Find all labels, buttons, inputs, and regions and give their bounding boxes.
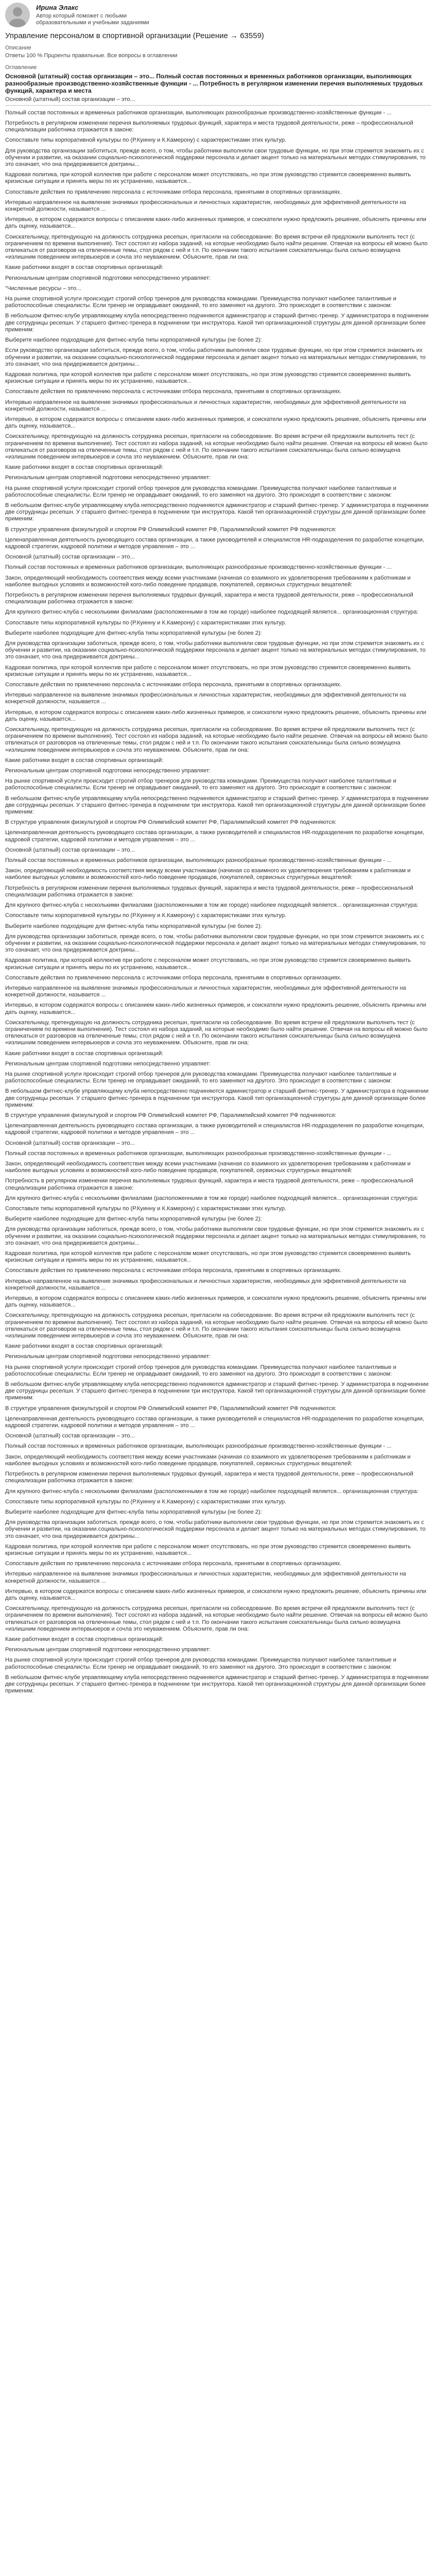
toc-label: Оглавление — [5, 64, 37, 71]
question-item: Целенаправленная деятельность руководящего состава организации, а также руководителей и специалистов HR-подразделения по разработке концепции, кадровой стратегии, кадровой политики и методов управления – это ... — [5, 829, 425, 843]
question-item: Сопоставьте типы корпоративной культуры по (Р.Куинну и К.Камерону) с характеристиками этих культур. — [5, 619, 287, 626]
question-item: Для руководства организации заботиться, прежде всего, о том, чтобы работники выполняли свои трудовые функции, но при этом стремится знакомить их с обучении и развитии, на оказании социально-психологической поддержки персонала и делает акцент только на материальных методах стимулирования, то это означает, что она придерживается доктрины... — [5, 147, 426, 168]
question-item: Для руководства организации заботиться, прежде всего, о том, чтобы работники выполняли свои трудовые функции, но при этом стремится знакомить их с обучении и развитии, на оказании социально-психологической поддержки персонала и делает акцент только на материальных методах стимулирования, то это означает, что она придерживается доктрины... — [5, 640, 426, 660]
toc-headline: Основной (штатный) состав организации – это... Полный состав постоянных и временных работников организации, выполняющих разнообразные производственно-хозяйственные функции - ... Потребность в регулярном изменении перечня выполняемых трудовых функций, характера и места — [5, 72, 423, 94]
question-item: Закон, определяющий необходимость соответствия между всеми участниками (начиная со взаимного их удовлетворения требованиям к работникам и наиболее выгодных условиях и возможностей кого-либо поведение продавцов, покупателей, сервисных структурных вещателей: — [5, 868, 411, 881]
question-item: Кадровая политика, при которой коллектив при работе с персоналом может отсутствовать, но при этом руководство стремится своевременно выявить кризисные ситуации и принять меры по их устранению, называется... — [5, 371, 411, 385]
question-item: Закон, определяющий необходимость соответствия между всеми участниками (начиная со взаимного их удовлетворения требованиям к работникам и наиболее выгодных условиях и возможностей кого-либо поведение продавцов, покупателей, сервисных структурных вещателей: — [5, 574, 411, 588]
question-item: В небольшом фитнес-клубе управляющему клуба непосредственно подчиняются администратор и старший фитнес-тренер. У администратора в подчинении две сотрудницы ресепшн. У старшего фитнес-тренера в подчинении три инструктора. Какой тип организационной структуры для данной организации более применим: — [5, 795, 429, 816]
question-item: "Численные ресурсы – это... — [5, 285, 81, 292]
question-item: Кадровая политика, при которой коллектив при работе с персоналом может отсутствовать, но при этом руководство стремится своевременно выявить кризисные ситуации и принять меры по их устранению, называется... — [5, 172, 411, 185]
question-item: Закон, определяющий необходимость соответствия между всеми участниками (начиная со взаимного их удовлетворения требованиям к работникам и наиболее выгодных условиях и возможностей кого-либо поведение продавцов, покупателей, сервисных структурных вещателей: — [5, 1453, 411, 1467]
question-item: Выберите наиболее подходящие для фитнес-клуба типы корпоративной культуры (не более 2): — [5, 337, 262, 344]
author-block — [5, 3, 431, 27]
question-item: Интервью, в котором содержатся вопросы с описанием каких-либо жизненных примеров, и соискатели нужно предложить решение, объяснить причины или дать оценку, называется... — [5, 1295, 427, 1309]
question-item: Выберите наиболее подходящие для фитнес-клуба типы корпоративной культуры (не более 2): — [5, 923, 262, 929]
question-item: Интервью, в котором содержатся вопросы с описанием каких-либо жизненных примеров, и соискатели нужно предложить решение, объяснить причины или дать оценку, называется... — [5, 1002, 427, 1015]
question-item: Для крупного фитнес-клуба с несколькими филиалами (расположенными в том же городе) наиболее подходящей является... организационная структура: — [5, 902, 418, 909]
question-item: В небольшом фитнес-клубе управляющему клуба непосредственно подчиняются администратор и старший фитнес-тренер. У администратора в подчинении две сотрудницы ресепшн. У старшего фитнес-тренера в подчинении три инструктора. Какой тип организационной структуры для данной организации более применим: — [5, 1381, 429, 1401]
author-info — [36, 3, 154, 26]
divider — [5, 105, 431, 106]
question-item: На рынке спортивной услуги происходит строгий отбор тренеров для руководства командами. Преимущества получают наиболее талантливые и работоспособные специалисты. Если тренер не оправдывает ожиданий, то его заменяют на другого. Это происходит в соответствии с законом: — [5, 296, 396, 309]
question-item: На рынке спортивной услуги происходит строгий отбор тренеров для руководства командами. Преимущества получают наиболее талантливые и работоспособные специалисты. Если тренер не оправдывает ожиданий, то его заменяют на другого. Это происходит в соответствии с законом: — [5, 1364, 396, 1377]
question-item: Выберите наиболее подходящие для фитнес-клуба типы корпоративной культуры (не более 2): — [5, 1216, 262, 1223]
question-item: Если руководство организации заботиться, прежде всего, о том, чтобы работники выполняли свои трудовые функции, но при этом стремится знакомить их обучении и развитии, на оказании социально-психологической поддержки персонала и делает акцент только на материальных методах стимулирования, то это означает, что она придерживается доктрины... — [5, 347, 426, 367]
question-item: Соискательницу, претендующую на должность сотрудника ресепшн, пригласили на собеседование. Во время встречи ей предложили выполнить тест (с ограничением по времени выполнения). Тест состоял из набора заданий, на которые необходимо было найти решение. Отвечая на вопросы ей можно было отвлекаться от разговоров на отвлеченные темы, стол рядом с ней и т.п. По окончании такого испытания соискательницы была сильно возмущена «излишним поведением интервьюеров и сочла это неуважением. Объясните, прав ли она: — [5, 1312, 428, 1340]
question-item: Какие работники входят в состав спортивных организаций: — [5, 1343, 164, 1350]
question-item: Основной (штатный) состав организации – это... — [5, 554, 135, 561]
question-item: В структуре управления физкультурой и спортом РФ Олимпийский комитет РФ, Паралимпийский комитет РФ подчиняются: — [5, 819, 337, 826]
question-item: Интервью направленное на выявление значимых профессиональных и личностных характеристик, необходимых для эффективной деятельности на конкретной должности, называется ... — [5, 692, 406, 705]
question-item: Региональным центрам спортивной подготовки непосредственно управляет: — [5, 1353, 211, 1360]
question-item: Целенаправленная деятельность руководящего состава организации, а также руководителей и специалистов HR-подразделения по разработке концепции, кадровой стратегии, кадровой политики и методов управления – это ... — [5, 1415, 425, 1429]
question-item: Кадровая политика, при которой коллектив при работе с персоналом может отсутствовать, но при этом руководство стремится своевременно выявить кризисные ситуации и принять меры по их устранению, называется... — [5, 957, 411, 971]
question-item: В небольшом фитнес-клубе управляющему клуба непосредственно подчиняются администратор и старший фитнес-тренер. У администратора в подчинении две сотрудницы ресепшн. У старшего фитнес-тренера в подчинении три инструктора. Какой тип организационной структуры для данной организации более применим: — [5, 313, 429, 333]
question-item: Какие работники входят в состав спортивных организаций: — [5, 757, 164, 764]
question-item: В структуре управления физкультурой и спортом РФ Олимпийский комитет РФ, Паралимпийский комитет РФ подчиняются: — [5, 1112, 337, 1118]
question-item: Соискательницу, претендующую на должность сотрудника ресепшн, пригласили на собеседование. Во время встречи ей предложили выполнить тест (с ограничением по времени выполнения). Тест состоял из набора заданий, на которые необходимо было найти решение. Отвечая на вопросы ей можно было отвлекаться от разговоров на отвлеченные темы, стол рядом с ней и т.п. По окончании такого испытания соискательницы была сильно возмущена «излишним поведением интервьюеров и сочла это неуважением. Объясните, прав ли она: — [5, 233, 428, 261]
question-item: Интервью, в котором содержатся вопросы с описанием каких-либо жизненных примеров, и соискатели нужно предложить решение, объяснить причины или дать оценку, называется... — [5, 216, 427, 230]
question-item: Для руководства организации заботиться, прежде всего, о том, чтобы работники выполняли свои трудовые функции, но при этом стремится знакомить их с обучении и развитии, на оказании социально-психологической поддержки персонала и делает акцент только на материальных методах стимулирования, то это означает, что она придерживается доктрины... — [5, 933, 426, 954]
question-item: Для крупного фитнес-клуба с несколькими филиалами (расположенными в том же городе) наиболее подходящей является... организационная структура: — [5, 609, 418, 616]
question-item: Для крупного фитнес-клуба с несколькими филиалами (расположенными в том же городе) наиболее подходящей является... организационная структура: — [5, 1488, 418, 1495]
question-item: Целенаправленная деятельность руководящего состава организации, а также руководителей и специалистов HR-подразделения по разработке концепции, кадровой стратегии, кадровой политики и методов управления – это ... — [5, 1123, 425, 1136]
question-item: Сопоставьте действия по привлечению персонала с источниками отбора персонала, принятыми в спортивных организациях. — [5, 1267, 342, 1274]
question-item: Потребность в регулярном изменении перечня выполняемых трудовых функций, характера и места трудовой деятельности, реже – профессиональной специализации работника отражается в законе: — [5, 1471, 413, 1484]
question-item: Соискательницу, претендующую на должность сотрудника ресепшн, пригласили на собеседование. Во время встречи ей предложили выполнить тест (с ограничением по времени выполнения). Тест состоял из набора заданий, на которые необходимо было найти решение. Отвечая на вопросы ей можно было отвлекаться от разговоров на отвлеченные темы, стол рядом с ней и т.п. По окончании такого испытания соискательницы была сильно возмущена «излишним поведением интервьюеров и сочла это неуважением. Объясните, прав ли она: — [5, 726, 428, 753]
question-item: Кадровая политика, при которой коллектив при работе с персоналом может отсутствовать, но при этом руководство стремится своевременно выявить кризисные ситуации и принять меры по их устранению, называется... — [5, 1543, 411, 1556]
question-item: Интервью направленное на выявление значимых профессиональных и личностных характеристик, необходимых для эффективной деятельности на конкретной должности, называется ... — [5, 985, 406, 998]
question-item: Сопоставьте действия по привлечению персонала с источниками отбора персонала, принятыми в спортивных организациях. — [5, 974, 342, 981]
author-description: Автор который поможет с любыми образовательными и учебными заданиями — [36, 13, 149, 26]
question-item: Интервью направленное на выявление значимых профессиональных и личностных характеристик, необходимых для эффективной деятельности на конкретной должности, называется ... — [5, 1571, 406, 1584]
question-item: Сопоставьте типы корпоративной культуры по (Р.Куинну и К.Камерону) с характеристиками этих культур. — [5, 912, 287, 919]
description-text: Ответы 100 % Прцоенты правильные. Все вопросы в оглавлении — [5, 53, 178, 59]
question-item: В небольшом фитнес-клубе управляющему клуба непосредственно подчиняются администратор и старший фитнес-тренер. У администратора в подчинении две сотрудницы ресепшн. У старшего фитнес-тренера в подчинении три инструктора. Какой тип организационной структуры для данной организации более применим: — [5, 1674, 429, 1694]
question-item: Региональным центрам спортивной подготовки непосредственно управляет: — [5, 1060, 211, 1067]
question-item: Потребность в регулярном изменении перечня выполняемых трудовых функций, характера и места трудовой деятельности, реже – профессиональной специализации работника отражается в законе: — [5, 591, 413, 605]
question-item: Какие работники входят в состав спортивных организаций: — [5, 264, 164, 271]
question-item: Сопоставьте типы корпоративной культуры по (Р.Куинну и К.Камерону) с характеристиками этих культур. — [5, 1498, 287, 1505]
question-item: Интервью, в котором содержатся вопросы с описанием каких-либо жизненных примеров, и соискатели нужно предложить решение, объяснить причины или дать оценку, называется... — [5, 416, 427, 430]
question-item: Интервью направленное на выявление значимых профессиональных и личностных характеристик, необходимых для эффективной деятельности на конкретной должности, называется ... — [5, 199, 406, 213]
question-item: Сопоставьте действия по привлечению персонала с источниками отбора персонала, принятыми в спортивных организациях. — [5, 682, 342, 688]
question-item: Интервью, в котором содержатся вопросы с описанием каких-либо жизненных примеров, и соискатели нужно предложить решение, объяснить причины или дать оценку, называется... — [5, 709, 427, 722]
question-item: Основной (штатный) состав организации – это... — [5, 1140, 135, 1146]
question-item: Интервью направленное на выявление значимых профессиональных и личностных характеристик, необходимых для эффективной деятельности на конкретной должности, называется ... — [5, 1278, 406, 1291]
question-item: Полный состав постоянных и временных работников организации, выполняющих разнообразные производственно-хозяйственные функции - ... — [5, 564, 392, 571]
question-item: Какие работники входят в состав спортивных организаций: — [5, 1050, 164, 1057]
question-item: Сопоставьте типы корпоративной культуры по (Р.Куинну и К.Камерону) с характеристиками этих культур. — [5, 137, 287, 144]
question-item: Основной (штатный) состав организации – это... — [5, 846, 135, 853]
question-item: В небольшом фитнес-клубе управляющему клуба непосредственно подчиняются администратор и старший фитнес-тренер. У администратора в подчинении две сотрудницы ресепшн. У старшего фитнес-тренера в подчинении три инструктора. Какой тип организационной структуры для данной организации более применим: — [5, 502, 429, 522]
question-item: Региональным центрам спортивной подготовки непосредственно управляет: — [5, 474, 211, 481]
author-name[interactable]: Ирина Элакс — [36, 4, 79, 11]
question-item: На рынке спортивной услуги происходит строгий отбор тренеров для руководства командами. Преимущества получают наиболее талантливые и работоспособные специалисты. Если тренер не оправдывает ожиданий, то его заменяют на другого. Это происходит в соответствии с законом: — [5, 778, 396, 791]
question-item: Сопоставьте действия по привлечению персонала с источниками отбора персонала, принятыми в спортивных организациях. — [5, 388, 342, 395]
question-item: Закон, определяющий необходимость соответствия между всеми участниками (начиная со взаимного их удовлетворения требованиям к работникам и наиболее выгодных условиях и возможностей кого-либо поведение продавцов, покупателей, сервисных структурных вещателей: — [5, 1160, 411, 1174]
question-item: В небольшом фитнес-клубе управляющему клуба непосредственно подчиняются администратор и старший фитнес-тренер. У администратора в подчинении две сотрудницы ресепшн. У старшего фитнес-тренера в подчинении три инструктора. Какой тип организационной структуры для данной организации более применим: — [5, 1088, 429, 1108]
question-item: На рынке спортивной услуги происходит строгий отбор тренеров для руководства командами. Преимущества получают наиболее талантливые и работоспособные специалисты. Если тренер не оправдывает ожиданий, то его заменяют на другого. Это происходит в соответствии с законом: — [5, 485, 396, 498]
question-item: Выберите наиболее подходящие для фитнес-клуба типы корпоративной культуры (не более 2): — [5, 630, 262, 636]
question-item: Соискательницу, претендующую на должность сотрудника ресепшн, пригласили на собеседование. Во время встречи ей предложили выполнить тест (с ограничением по времени выполнения). Тест состоял из набора заданий, на которые необходимо было найти решение. Отвечая на вопросы ей можно было отвлекаться от разговоров на отвлеченные темы, стол рядом с ней и т.п. По окончании такого испытания соискательницы была сильно возмущена «излишним поведением интервьюеров и сочла это неуважением. Объясните, прав ли она: — [5, 1019, 428, 1046]
question-item: Интервью, в котором содержатся вопросы с описанием каких-либо жизненных примеров, и соискатели нужно предложить решение, объяснить причины или дать оценку, называется... — [5, 1588, 427, 1601]
question-item: Для руководства организации заботиться, прежде всего, о том, чтобы работники выполняли свои трудовые функции, но при этом стремится знакомить их с обучении и развитии, на оказании социально-психологической поддержки персонала и делает акцент только на материальных методах стимулирования, то это означает, что она придерживается доктрины... — [5, 1226, 426, 1246]
question-item: Кадровая политика, при которой коллектив при работе с персоналом может отсутствовать, но при этом руководство стремится своевременно выявить кризисные ситуации и принять меры по их устранению, называется... — [5, 1250, 411, 1264]
questions-list — [5, 110, 431, 1695]
question-item: Соискательницу, претендующую на должность сотрудника ресепшн, пригласили на собеседование. Во время встречи ей предложили выполнить тест (с ограничением по времени выполнения). Тест состоял из набора заданий, на которые необходимо было найти решение. Отвечая на вопросы ей можно было отвлекаться от разговоров на отвлеченные темы, стол рядом с ней и т.п. По окончании такого испытания соискательницы была сильно возмущена «излишним поведением интервьюеров и сочла это неуважением. Объясните, прав ли она: — [5, 433, 428, 460]
question-item: Для руководства организации заботиться, прежде всего, о том, чтобы работники выполняли свои трудовые функции, но при этом стремится знакомить их с обучении и развитии, на оказании социально-психологической поддержки персонала и делает акцент только на материальных методах стимулирования, то это означает, что она придерживается доктрины... — [5, 1519, 426, 1539]
question-item: Полный состав постоянных и временных работников организации, выполняющих разнообразные производственно-хозяйственные функции - ... — [5, 1443, 392, 1450]
question-item: Интервью направленное на выявление значимых профессиональных и личностных характеристик, необходимых для эффективной деятельности на конкретной должности, называется ... — [5, 399, 406, 412]
question-item: Потребность в регулярном изменении перечня выполняемых трудовых функций, характера и места трудовой деятельности, реже – профессиональной специализации работника отражается в законе: — [5, 120, 413, 133]
toc-item: Основной (штатный) состав организации – это... — [5, 96, 135, 103]
description-label: Описание — [5, 45, 31, 51]
question-item: Основной (штатный) состав организации – это... — [5, 1433, 135, 1439]
question-item: Соискательницу, претендующую на должность сотрудника ресепшн, пригласили на собеседование. Во время встречи ей предложили выполнить тест (с ограничением по времени выполнения). Тест состоял из набора заданий, на которые необходимо было найти решение. Отвечая на вопросы ей можно было отвлекаться от разговоров на отвлеченные темы, стол рядом с ней и т.п. По окончании такого испытания соискательницы была сильно возмущена «излишним поведением интервьюеров и сочла это неуважением. Объясните, прав ли она: — [5, 1605, 428, 1632]
question-item: На рынке спортивной услуги происходит строгий отбор тренеров для руководства командами. Преимущества получают наиболее талантливые и работоспособные специалисты. Если тренер не оправдывает ожиданий, то его заменяют на другого. Это происходит в соответствии с законом: — [5, 1657, 396, 1670]
question-item: На рынке спортивной услуги происходит строгий отбор тренеров для руководства командами. Преимущества получают наиболее талантливые и работоспособные специалисты. Если тренер не оправдывает ожиданий, то его заменяют на другого. Это происходит в соответствии с законом: — [5, 1071, 396, 1084]
question-item: Региональным центрам спортивной подготовки непосредственно управляет: — [5, 768, 211, 774]
question-item: Выберите наиболее подходящие для фитнес-клуба типы корпоративной культуры (не более 2): — [5, 1509, 262, 1515]
question-item: Полный состав постоянных и временных работников организации, выполняющих разнообразные производственно-хозяйственные функции - ... — [5, 109, 392, 116]
question-item: Сопоставьте действия по привлечению персонала с источниками отбора персонала, принятыми в спортивных организациях. — [5, 1561, 342, 1567]
question-item: Потребность в регулярном изменении перечня выполняемых трудовых функций, характера и места трудовой деятельности, реже – профессиональной специализации работника отражается в законе: — [5, 885, 413, 898]
question-item: Целенаправленная деятельность руководящего состава организации, а также руководителей и специалистов HR-подразделения по разработке концепции, кадровой стратегии, кадровой политики и методов управления – это ... — [5, 536, 425, 550]
user-avatar-icon[interactable] — [5, 3, 30, 27]
question-item: Региональным центрам спортивной подготовки непосредственно управляет: — [5, 275, 211, 281]
question-item: Какие работники входят в состав спортивных организаций: — [5, 464, 164, 471]
question-item: Кадровая политика, при которой коллектив при работе с персоналом может отсутствовать, но при этом руководство стремится своевременно выявить кризисные ситуации и принять меры по их устранению, называется... — [5, 664, 411, 677]
question-item: Для крупного фитнес-клуба с несколькими филиалами (расположенными в том же городе) наиболее подходящей является... организационная структура: — [5, 1195, 418, 1201]
question-item: Полный состав постоянных и временных работников организации, выполняющих разнообразные производственно-хозяйственные функции - ... — [5, 857, 392, 864]
question-item: В структуре управления физкультурой и спортом РФ Олимпийский комитет РФ, Паралимпийский комитет РФ подчиняются: — [5, 1405, 337, 1412]
question-item: Полный состав постоянных и временных работников организации, выполняющих разнообразные производственно-хозяйственные функции - ... — [5, 1150, 392, 1157]
question-item: В структуре управления физкультурой и спортом РФ Олимпийский комитет РФ, Паралимпийский комитет РФ подчиняются: — [5, 526, 337, 533]
question-item: Сопоставьте типы корпоративной культуры по (Р.Куинну и К.Камерону) с характеристиками этих культур. — [5, 1206, 287, 1212]
question-item: Какие работники входят в состав спортивных организаций: — [5, 1636, 164, 1642]
page-title: Управление персоналом в спортивной организации (Решение → 63559) — [5, 31, 264, 40]
question-item: Сопоставьте действия по привлечению персонала с источниками отбора персонала, принятыми в спортивных организациях. — [5, 189, 342, 195]
question-item: Потребность в регулярном изменении перечня выполняемых трудовых функций, характера и места трудовой деятельности, реже – профессиональной специализации работника отражается в законе: — [5, 1178, 413, 1191]
question-item: Региональным центрам спортивной подготовки непосредственно управляет: — [5, 1647, 211, 1653]
